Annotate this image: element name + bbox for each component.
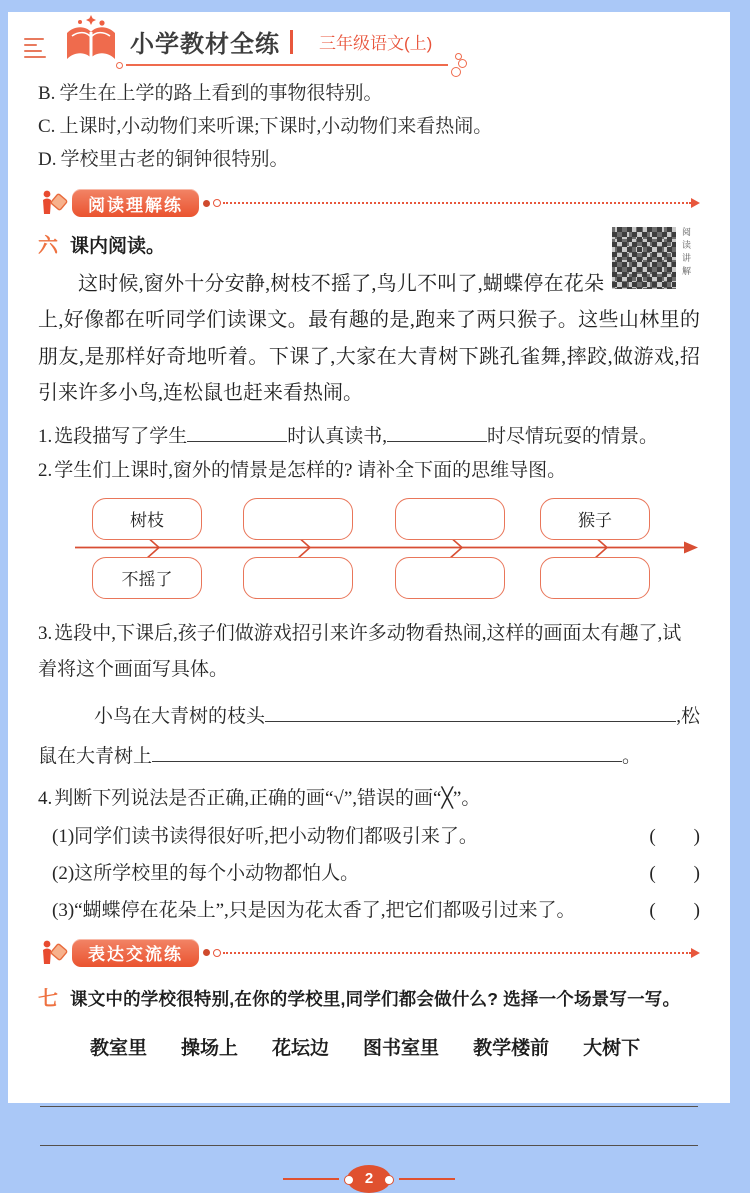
section-expression-header — [38, 937, 700, 969]
reading-exercise — [38, 229, 700, 923]
diagram-box-bottom-3 — [395, 557, 505, 599]
answer-line — [152, 742, 622, 762]
question-2: 2. 学生们上课时,窗外的情景是怎样的? 请补全下面的思维导图。 — [38, 459, 567, 481]
diagram-box-bottom-4 — [540, 557, 650, 599]
reader-figure-icon — [38, 188, 70, 218]
choice-text: 学生在上学的路上看到的事物很特别。 — [59, 83, 383, 104]
scene-option: 教学楼前 — [473, 1037, 550, 1059]
choice-d — [38, 150, 700, 170]
judge-item-1 — [52, 825, 700, 849]
judge-bracket: ( ) — [649, 862, 700, 884]
brand-title: 小学教材全练 — [130, 31, 280, 58]
badge-hole — [344, 1175, 354, 1185]
choice-label: D. — [38, 149, 57, 170]
dotted-arrow-rule — [203, 198, 700, 208]
question-6-heading — [38, 229, 604, 258]
qr-code — [612, 227, 676, 289]
judge-item-2 — [52, 862, 700, 886]
footer-rule-right — [399, 1178, 455, 1180]
badge-hole — [384, 1175, 394, 1185]
scene-option: 花坛边 — [272, 1037, 330, 1059]
question-title: 课内阅读。 — [70, 236, 166, 257]
diagram-box-top-4: 猴子 — [540, 498, 650, 540]
open-book-logo-icon — [60, 14, 122, 68]
reading-passage: 这时候,窗外十分安静,树枝不摇了,鸟儿不叫了,蝴蝶停在花朵上,好像都在听同学们读课文。最有趣的是,跑来了两只猴子。这些山林里的朋友,是那样好奇地听着。下课了,大家在大青树下跳孔雀舞,摔跤,做游戏,招引来许多小鸟,连松鼠也赶来看热闹。 — [38, 273, 700, 405]
writing-line — [40, 1145, 698, 1146]
answer-blank — [187, 422, 287, 442]
section-badge: 阅读理解练 — [72, 189, 199, 217]
reader-figure-icon — [38, 938, 70, 968]
choice-text: 上课时,小动物们来听课;下课时,小动物们来看热闹。 — [59, 116, 493, 137]
mind-map-diagram — [38, 496, 700, 602]
qr-block — [612, 227, 700, 289]
page-number: 2 — [364, 1170, 374, 1188]
scene-option: 大树下 — [583, 1037, 641, 1059]
choice-c — [38, 117, 700, 137]
judge-bracket: ( ) — [649, 825, 700, 847]
page-number-badge — [347, 1165, 391, 1193]
question-7 — [38, 982, 700, 1011]
diagram-box-top-3 — [395, 498, 505, 540]
answer-blank — [387, 422, 487, 442]
scene-option: 图书室里 — [363, 1037, 440, 1059]
speed-lines-decoration — [24, 34, 46, 62]
choice-text: 学校里古老的铜钟很特别。 — [60, 149, 289, 170]
writing-line — [40, 1106, 698, 1107]
question-3-fill-line-2: 鼠在大青树上 。 — [38, 742, 700, 770]
scene-options — [90, 1033, 700, 1060]
page-header — [38, 12, 700, 76]
answer-line — [265, 702, 676, 722]
header-rule — [126, 64, 448, 66]
title-divider — [290, 30, 293, 54]
scene-option: 操场上 — [181, 1037, 239, 1059]
worksheet-page — [8, 12, 730, 1188]
scene-option: 教室里 — [90, 1037, 148, 1059]
choice-label: C. — [38, 116, 56, 137]
judge-text: (3)“蝴蝶停在花朵上”,只是因为花太香了,把它们都吸引过来了。 — [52, 899, 576, 921]
question-4: 4. 判断下列说法是否正确,正确的画“√”,错误的画“╳”。 — [38, 787, 481, 809]
judge-text: (1)同学们读书读得很好听,把小动物们都吸引来了。 — [52, 825, 478, 847]
question-1: 1. 选段描写了学生 时认真读书, 时尽情玩耍的情景。 — [38, 422, 700, 450]
diagram-box-top-1: 树枝 — [92, 498, 202, 540]
section-reading-header — [38, 187, 700, 219]
dotted-arrow-rule — [203, 948, 700, 958]
choice-b — [38, 84, 700, 104]
question-text: 课文中的学校很特别,在你的学校里,同学们都会做什么? 选择一个场景写一写。 — [70, 988, 681, 1009]
question-number: 六 — [38, 235, 58, 257]
judge-text: (2)这所学校里的每个小动物都怕人。 — [52, 862, 360, 884]
judge-item-3 — [52, 899, 700, 923]
judge-bracket: ( ) — [649, 899, 700, 921]
answer-choices — [38, 84, 700, 170]
diagram-box-bottom-1: 不摇了 — [92, 557, 202, 599]
diagram-box-top-2 — [243, 498, 353, 540]
footer-rule-left — [283, 1178, 339, 1180]
question-3-fill-line-1: 小鸟在大青树的枝头 ,松 — [94, 702, 700, 730]
edition-label: 三年级语文(上) — [319, 34, 433, 53]
section-badge: 表达交流练 — [72, 939, 199, 967]
question-3: 3. 选段中,下课后,孩子们做游戏招引来许多动物看热闹,这样的画面太有趣了,试着将这个画面写具体。 — [38, 622, 682, 680]
choice-label: B. — [38, 83, 56, 104]
qr-caption: 阅读讲解 — [681, 227, 691, 279]
diagram-box-bottom-2 — [243, 557, 353, 599]
question-number: 七 — [38, 987, 58, 1010]
page-footer — [38, 1165, 700, 1193]
